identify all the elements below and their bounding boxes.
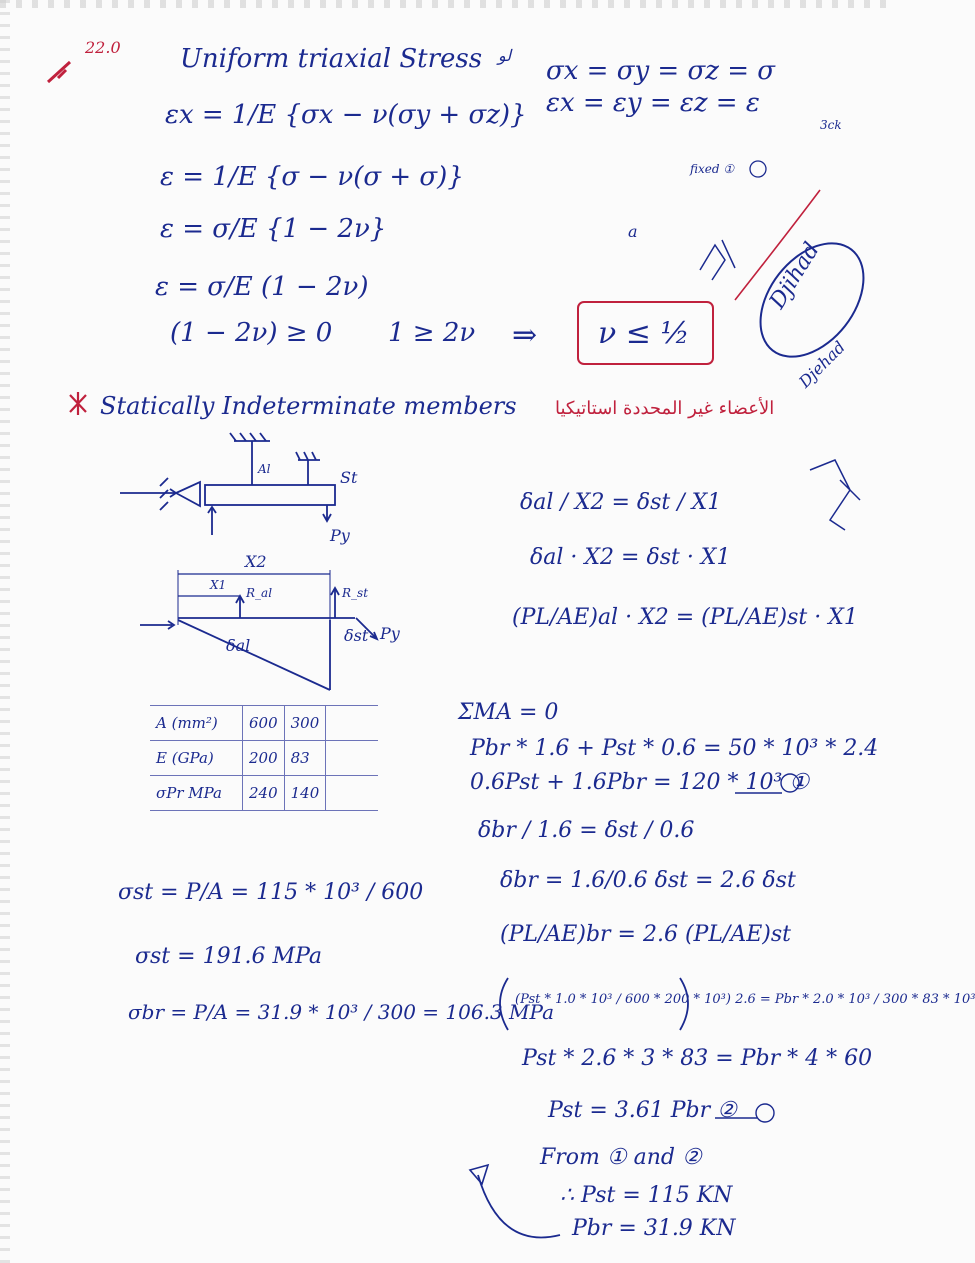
margin-note: 3ck: [820, 118, 842, 132]
section1-arabic-note: لو: [498, 46, 512, 65]
top-note: 22.0: [85, 38, 121, 57]
table-cell-empty: [326, 741, 379, 776]
label-delta-al: δal: [226, 636, 251, 655]
margin-letter: a: [628, 222, 638, 241]
force-br-result: Pbr = 31.9 KN: [572, 1216, 736, 1241]
sigma-condition: σx = σy = σz = σ: [546, 56, 775, 86]
table-cell: E (GPa): [150, 741, 243, 776]
force-st-result: ∴ Pst = 115 KN: [560, 1183, 733, 1208]
compatibility-eq-2: δal · X2 = δst · X1: [530, 545, 731, 570]
deflection-ratio: δbr / 1.6 = δst / 0.6: [478, 818, 695, 843]
moment-equation: Pbr * 1.6 + Pst * 0.6 = 50 * 10³ * 2.4: [470, 736, 879, 761]
section2-title: Statically Indeterminate members: [100, 392, 517, 420]
table-cell: A (mm²): [150, 706, 243, 741]
equation-one: 0.6Pst + 1.6Pbr = 120 * 10³ ①: [470, 770, 810, 795]
epsilon-condition: εx = εy = εz = ε: [546, 88, 760, 118]
pl-ae-relation: (PL/AE)br = 2.6 (PL/AE)st: [500, 922, 792, 947]
poisson-result: ν ≤ ½: [598, 316, 690, 351]
section2-title-arabic: الأعضاء غير المحددة استاتيكيا: [555, 398, 775, 419]
table-cell-empty: [326, 706, 379, 741]
table-cell: σPr MPa: [150, 776, 243, 811]
table-cell: 240: [243, 776, 285, 811]
inequality-2: 1 ≥ 2ν: [388, 318, 476, 348]
compatibility-eq-3: (PL/AE)al · X2 = (PL/AE)st · X1: [512, 605, 858, 630]
table-cell: 83: [284, 741, 326, 776]
section1-title: Uniform triaxial Stress: [180, 44, 483, 74]
simplified-equation: Pst * 2.6 * 3 * 83 = Pbr * 4 * 60: [522, 1046, 873, 1071]
stress-st-result: σst = 191.6 MPa: [135, 944, 322, 969]
equation-two: Pst = 3.61 Pbr ②: [548, 1098, 737, 1123]
equation-line-4: ε = σ/E (1 − 2ν): [155, 272, 369, 302]
substituted-equation: (Pst * 1.0 * 10³ / 600 * 200 * 10³) 2.6 = Pbr * 2.0 * 10³ / 300 * 83 * 10³: [515, 992, 975, 1007]
label-py-2: Py: [380, 624, 400, 643]
table-row: [150, 706, 378, 741]
label-ral: R_al: [246, 586, 273, 600]
table-cell: 140: [284, 776, 326, 811]
equation-line-1: εx = 1/E {σx − ν(σy + σz)}: [165, 100, 527, 130]
stress-st-equation: σst = P/A = 115 * 10³ / 600: [118, 880, 424, 905]
table-row: [150, 741, 378, 776]
label-x1: X1: [210, 578, 227, 592]
label-py: Py: [330, 526, 350, 545]
stress-br-result: σbr = P/A = 31.9 * 10³ / 300 = 106.3 MPa: [128, 1000, 554, 1024]
table-cell: 600: [243, 706, 285, 741]
deflection-relation: δbr = 1.6/0.6 δst = 2.6 δst: [500, 868, 796, 893]
moment-equation-title: ΣMA = 0: [458, 700, 559, 725]
equation-line-2: ε = 1/E {σ − ν(σ + σ)}: [160, 162, 464, 192]
label-al: Al: [258, 462, 271, 476]
signature: Djihad: [765, 238, 825, 314]
table-row: [150, 776, 378, 811]
label-x2: X2: [245, 552, 267, 571]
implies-arrow: ⇒: [512, 318, 538, 353]
from-equations: From ① and ②: [540, 1145, 702, 1170]
table-cell: 300: [284, 706, 326, 741]
table-cell: 200: [243, 741, 285, 776]
label-st: St: [340, 468, 358, 487]
properties-table: [150, 705, 378, 811]
signature-sub: Djehad: [795, 337, 849, 392]
inequality-1: (1 − 2ν) ≥ 0: [170, 318, 333, 348]
table-cell-empty: [326, 776, 379, 811]
label-delta-st: δst: [344, 626, 369, 645]
equation-line-3: ε = σ/E {1 − 2ν}: [160, 214, 387, 244]
compatibility-eq-1: δal / X2 = δst / X1: [520, 490, 722, 515]
label-rst: R_st: [342, 586, 369, 600]
fixed-note: fixed ①: [690, 162, 735, 176]
